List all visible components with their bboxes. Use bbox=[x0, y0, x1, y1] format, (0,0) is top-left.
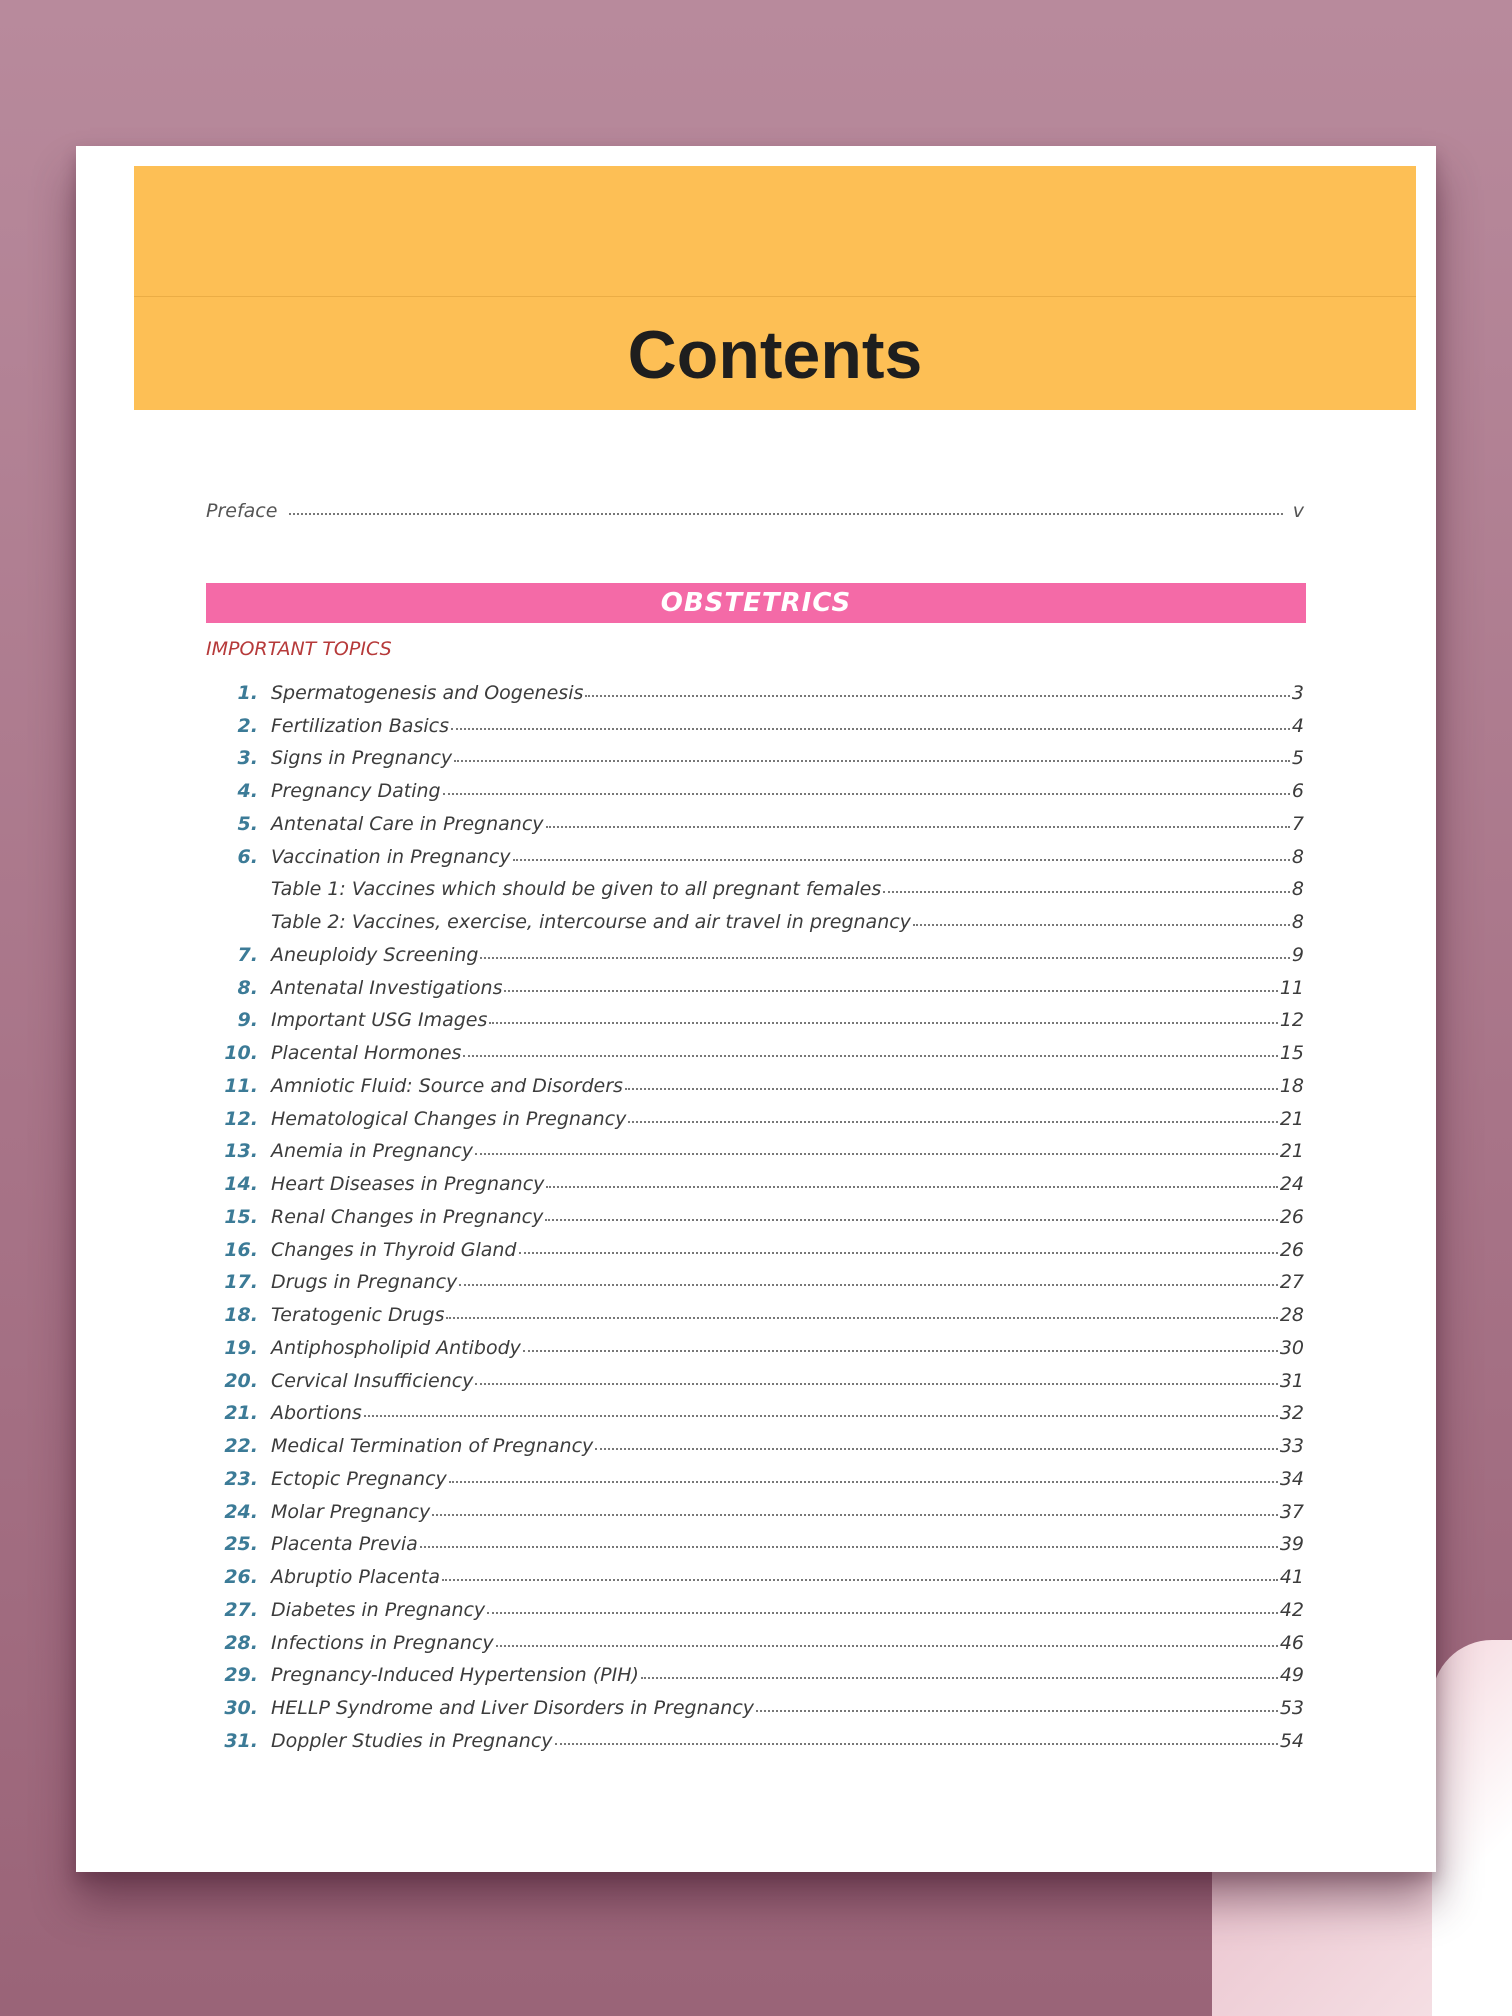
entry-title: Hematological Changes in Pregnancy bbox=[271, 1107, 627, 1130]
entry-title: Teratogenic Drugs bbox=[271, 1304, 445, 1326]
entry-title: Aneuploidy Screening bbox=[271, 943, 479, 966]
title-banner bbox=[134, 166, 1416, 410]
entry-page-number: 26 bbox=[1279, 1205, 1304, 1228]
toc-entry[interactable] bbox=[206, 966, 1304, 999]
dot-leader bbox=[451, 728, 1290, 730]
entry-page-number: 11 bbox=[1279, 976, 1304, 999]
toc-entry[interactable] bbox=[206, 1031, 1304, 1064]
entry-page-number: 21 bbox=[1279, 1107, 1304, 1130]
dot-leader bbox=[480, 957, 1289, 959]
dot-leader bbox=[595, 1448, 1278, 1450]
toc-entry[interactable] bbox=[206, 1686, 1304, 1719]
entry-number: 27. bbox=[224, 1598, 258, 1621]
dot-leader bbox=[475, 1153, 1278, 1155]
toc-entry[interactable] bbox=[206, 1097, 1304, 1130]
entry-title: Placenta Previa bbox=[271, 1533, 418, 1556]
entry-title: Antiphospholipid Antibody bbox=[271, 1336, 521, 1359]
dot-leader bbox=[442, 1579, 1278, 1581]
preface-page: v bbox=[1292, 500, 1304, 522]
entry-page-number: 12 bbox=[1279, 1009, 1304, 1032]
entry-title: Pregnancy Dating bbox=[271, 780, 441, 802]
entry-number: 11. bbox=[224, 1074, 258, 1097]
entry-page-number: 15 bbox=[1279, 1042, 1304, 1064]
entry-title: Vaccination in Pregnancy bbox=[271, 845, 511, 868]
toc-entry[interactable] bbox=[206, 1523, 1304, 1556]
entry-page-number: 30 bbox=[1279, 1336, 1304, 1359]
entry-title: Abortions bbox=[271, 1402, 362, 1425]
entry-number: 5. bbox=[237, 812, 258, 835]
entry-page-number: 26 bbox=[1279, 1238, 1304, 1261]
toc-entry[interactable] bbox=[206, 835, 1304, 868]
toc-list bbox=[206, 671, 1304, 1752]
dot-leader bbox=[487, 1612, 1278, 1614]
entry-title: Fertilization Basics bbox=[271, 714, 449, 737]
toc-entry[interactable] bbox=[206, 1064, 1304, 1097]
entry-title: Pregnancy-Induced Hypertension (PIH) bbox=[271, 1664, 639, 1687]
dot-leader bbox=[475, 1383, 1277, 1385]
entry-page-number: 53 bbox=[1279, 1697, 1304, 1719]
entry-title: Doppler Studies in Pregnancy bbox=[271, 1729, 553, 1752]
entry-page-number: 4 bbox=[1291, 714, 1304, 737]
toc-entry[interactable] bbox=[206, 999, 1304, 1032]
dot-leader bbox=[463, 1055, 1277, 1057]
entry-title: Important USG Images bbox=[271, 1009, 488, 1032]
toc-entry[interactable] bbox=[206, 1588, 1304, 1621]
dot-leader bbox=[585, 695, 1290, 697]
dot-leader bbox=[555, 1743, 1278, 1745]
dot-leader bbox=[443, 793, 1290, 795]
dot-leader bbox=[756, 1710, 1278, 1712]
dot-leader bbox=[546, 1186, 1277, 1188]
entry-page-number: 34 bbox=[1279, 1467, 1304, 1490]
entry-page-number: 41 bbox=[1279, 1566, 1304, 1588]
toc-entry[interactable] bbox=[206, 737, 1304, 770]
entry-number: 22. bbox=[224, 1435, 258, 1457]
entry-page-number: 18 bbox=[1279, 1074, 1304, 1097]
entry-number: 4. bbox=[237, 780, 258, 802]
entry-title: Ectopic Pregnancy bbox=[271, 1467, 447, 1490]
entry-number: 8. bbox=[237, 976, 258, 999]
dot-leader bbox=[289, 513, 1282, 515]
entry-number: 14. bbox=[224, 1173, 258, 1195]
entry-title: Anemia in Pregnancy bbox=[271, 1140, 473, 1163]
dot-leader bbox=[513, 859, 1290, 861]
toc-entry[interactable] bbox=[206, 1326, 1304, 1359]
entry-number: 24. bbox=[224, 1500, 258, 1523]
entry-page-number: 28 bbox=[1279, 1304, 1304, 1326]
entry-page-number: 39 bbox=[1279, 1533, 1304, 1556]
toc-entry[interactable] bbox=[206, 802, 1304, 835]
toc-entry[interactable] bbox=[206, 1359, 1304, 1392]
entry-number: 9. bbox=[237, 1009, 258, 1032]
entry-number: 30. bbox=[224, 1697, 258, 1719]
toc-entry[interactable] bbox=[206, 1490, 1304, 1523]
entry-page-number: 5 bbox=[1291, 747, 1304, 770]
entry-title: Table 2: Vaccines, exercise, intercourse and air travel in pregnancy bbox=[271, 911, 911, 933]
entry-number: 3. bbox=[237, 747, 258, 770]
entry-number: 19. bbox=[224, 1336, 258, 1359]
entry-title: Antenatal Investigations bbox=[271, 976, 503, 999]
entry-number: 12. bbox=[224, 1107, 258, 1130]
entry-page-number: 7 bbox=[1291, 812, 1304, 835]
entry-number: 20. bbox=[224, 1369, 258, 1392]
entry-page-number: 42 bbox=[1279, 1598, 1304, 1621]
entry-page-number: 46 bbox=[1279, 1631, 1304, 1654]
dot-leader bbox=[496, 1645, 1278, 1647]
toc-entry[interactable] bbox=[206, 1621, 1304, 1654]
dot-leader bbox=[504, 990, 1277, 992]
entry-number: 23. bbox=[224, 1467, 258, 1490]
subsection-heading: IMPORTANT TOPICS bbox=[206, 638, 392, 660]
entry-title: HELLP Syndrome and Liver Disorders in Pregnancy bbox=[271, 1697, 755, 1719]
entry-page-number: 6 bbox=[1291, 780, 1304, 802]
entry-page-number: 54 bbox=[1279, 1729, 1304, 1752]
dot-leader bbox=[454, 760, 1290, 762]
dot-leader bbox=[546, 826, 1290, 828]
entry-page-number: 32 bbox=[1279, 1402, 1304, 1425]
toc-entry[interactable] bbox=[206, 1457, 1304, 1490]
toc-entry[interactable] bbox=[206, 769, 1304, 802]
toc-entry[interactable] bbox=[206, 1261, 1304, 1294]
entry-number: 10. bbox=[224, 1042, 258, 1064]
entry-number: 28. bbox=[224, 1631, 258, 1654]
entry-page-number: 8 bbox=[1291, 878, 1304, 901]
toc-entry[interactable] bbox=[206, 1293, 1304, 1326]
toc-entry[interactable] bbox=[206, 1162, 1304, 1195]
preface-label: Preface bbox=[206, 500, 278, 522]
page-title: Contents bbox=[627, 317, 923, 393]
toc-entry[interactable] bbox=[206, 704, 1304, 737]
entry-page-number: 31 bbox=[1279, 1369, 1304, 1392]
toc-entry[interactable] bbox=[206, 1424, 1304, 1457]
dot-leader bbox=[364, 1415, 1278, 1417]
preface-entry[interactable] bbox=[206, 492, 1304, 522]
toc-entry[interactable] bbox=[206, 1719, 1304, 1752]
entry-number: 29. bbox=[224, 1664, 258, 1687]
entry-number: 16. bbox=[224, 1238, 258, 1261]
dot-leader bbox=[913, 924, 1290, 926]
entry-number: 6. bbox=[237, 845, 258, 868]
toc-entry[interactable] bbox=[206, 1654, 1304, 1687]
dot-leader bbox=[446, 1317, 1277, 1319]
entry-title: Cervical Insufficiency bbox=[271, 1369, 474, 1392]
entry-page-number: 49 bbox=[1279, 1664, 1304, 1687]
entry-page-number: 24 bbox=[1279, 1173, 1304, 1195]
entry-title: Drugs in Pregnancy bbox=[271, 1271, 458, 1294]
entry-title: Placental Hormones bbox=[271, 1042, 462, 1064]
entry-page-number: 8 bbox=[1291, 911, 1304, 933]
entry-page-number: 8 bbox=[1291, 845, 1304, 868]
entry-page-number: 21 bbox=[1279, 1140, 1304, 1163]
dot-leader bbox=[641, 1677, 1278, 1679]
banner-divider bbox=[134, 296, 1416, 297]
entry-title: Molar Pregnancy bbox=[271, 1500, 431, 1523]
toc-entry[interactable] bbox=[206, 1228, 1304, 1261]
entry-title: Amniotic Fluid: Source and Disorders bbox=[271, 1074, 623, 1097]
entry-number: 2. bbox=[237, 714, 258, 737]
entry-page-number: 33 bbox=[1279, 1435, 1304, 1457]
entry-number: 21. bbox=[224, 1402, 258, 1425]
entry-title: Changes in Thyroid Gland bbox=[271, 1238, 517, 1261]
entry-page-number: 27 bbox=[1279, 1271, 1304, 1294]
entry-title: Renal Changes in Pregnancy bbox=[271, 1205, 544, 1228]
dot-leader bbox=[489, 1022, 1277, 1024]
entry-title: Medical Termination of Pregnancy bbox=[271, 1435, 594, 1457]
dot-leader bbox=[545, 1219, 1277, 1221]
dot-leader bbox=[420, 1546, 1278, 1548]
entry-title: Signs in Pregnancy bbox=[271, 747, 453, 770]
entry-number: 17. bbox=[224, 1271, 258, 1294]
dot-leader bbox=[883, 891, 1290, 893]
entry-title: Abruptio Placenta bbox=[271, 1566, 441, 1588]
entry-number: 26. bbox=[224, 1566, 258, 1588]
entry-title: Spermatogenesis and Oogenesis bbox=[271, 681, 584, 704]
section-heading: OBSTETRICS bbox=[206, 583, 1306, 623]
dot-leader bbox=[625, 1088, 1278, 1090]
entry-page-number: 37 bbox=[1279, 1500, 1304, 1523]
entry-page-number: 9 bbox=[1291, 943, 1304, 966]
entry-number: 25. bbox=[224, 1533, 258, 1556]
entry-number: 13. bbox=[224, 1140, 258, 1163]
toc-entry[interactable] bbox=[206, 1392, 1304, 1425]
entry-title: Antenatal Care in Pregnancy bbox=[271, 812, 544, 835]
dot-leader bbox=[459, 1284, 1278, 1286]
dot-leader bbox=[523, 1350, 1278, 1352]
dot-leader bbox=[628, 1121, 1277, 1123]
background-highlight bbox=[1432, 1640, 1512, 2016]
toc-entry[interactable] bbox=[206, 1130, 1304, 1163]
dot-leader bbox=[449, 1481, 1278, 1483]
entry-number: 7. bbox=[237, 943, 258, 966]
toc-subentry[interactable] bbox=[206, 868, 1304, 901]
entry-number: 15. bbox=[224, 1205, 258, 1228]
toc-entry[interactable] bbox=[206, 1195, 1304, 1228]
toc-entry[interactable] bbox=[206, 671, 1304, 704]
entry-title: Infections in Pregnancy bbox=[271, 1631, 494, 1654]
toc-entry[interactable] bbox=[206, 933, 1304, 966]
entry-title: Diabetes in Pregnancy bbox=[271, 1598, 486, 1621]
toc-entry[interactable] bbox=[206, 1555, 1304, 1588]
dot-leader bbox=[519, 1252, 1278, 1254]
entry-number: 1. bbox=[237, 681, 258, 704]
entry-title: Table 1: Vaccines which should be given to all pregnant females bbox=[271, 878, 882, 901]
entry-title: Heart Diseases in Pregnancy bbox=[271, 1173, 545, 1195]
entry-number: 18. bbox=[224, 1304, 258, 1326]
dot-leader bbox=[432, 1514, 1278, 1516]
document-page bbox=[76, 146, 1436, 1872]
entry-page-number: 3 bbox=[1291, 681, 1304, 704]
entry-number: 31. bbox=[224, 1729, 258, 1752]
toc-subentry[interactable] bbox=[206, 900, 1304, 933]
